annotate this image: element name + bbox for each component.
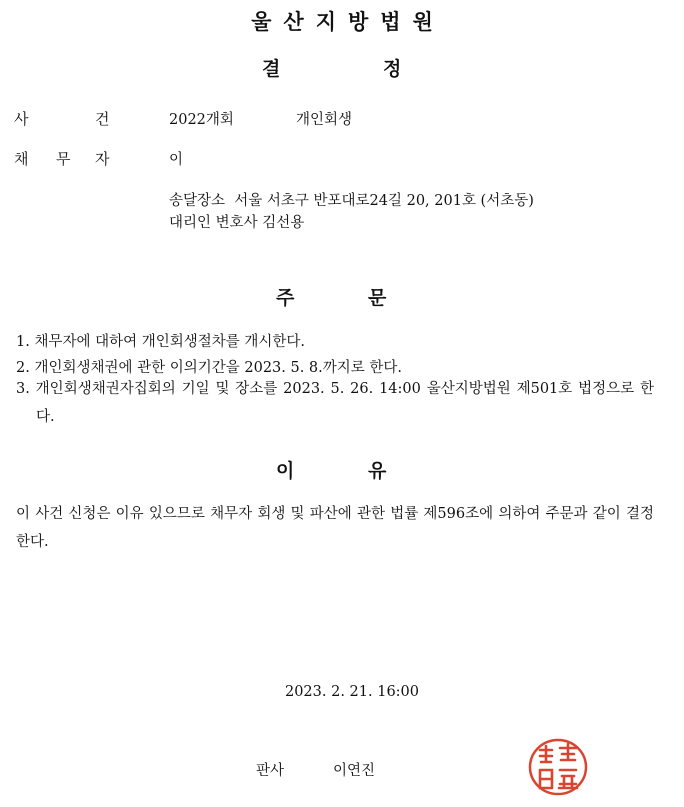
- debtor-label-char-1: 채: [14, 150, 29, 168]
- order-item-3: 3. 개인회생채권자집회의 기일 및 장소를 2023. 5. 26. 14:00 울산지방법원 제501호 법정으로 한다.: [16, 381, 654, 425]
- judge-seal-icon: [528, 738, 588, 796]
- debtor-label-char-2: 무: [56, 150, 71, 168]
- legal-agent: 대리인 변호사 김선용: [169, 215, 305, 231]
- judge-title: 판사: [256, 763, 285, 779]
- document-title-char-2: 정: [383, 58, 402, 80]
- reason-heading-char-2: 유: [368, 460, 387, 482]
- order-heading-char-1: 주: [276, 287, 295, 309]
- judge-name: 이연진: [333, 763, 376, 779]
- order-item-1: 1. 채무자에 대하여 개인회생절차를 개시한다.: [16, 334, 306, 350]
- order-heading-char-2: 문: [368, 287, 387, 309]
- case-type: 개인회생: [296, 112, 353, 128]
- reason-heading-char-1: 이: [276, 460, 295, 482]
- debtor-name: 이: [169, 152, 184, 168]
- order-item-2: 2. 개인회생채권에 관한 이의기간을 2023. 5. 8.까지로 한다.: [16, 360, 403, 376]
- case-label-char-1: 사: [14, 110, 29, 128]
- case-number: 2022개회: [169, 112, 234, 128]
- service-address: 송달장소 서울 서초구 반포대로24길 20, 201호 (서초동): [169, 193, 534, 209]
- debtor-label-char-3: 자: [95, 150, 110, 168]
- court-name: 울산지방법원: [251, 10, 445, 34]
- order-heading: [0, 283, 684, 313]
- reason-heading: [0, 456, 684, 486]
- document-title-char-1: 결: [262, 58, 281, 80]
- document-title: [0, 54, 684, 84]
- decision-date: 2023. 2. 21. 16:00: [284, 684, 420, 700]
- debtor-label: [0, 148, 684, 172]
- reason-text: 이 사건 신청은 이유 있으므로 채무자 회생 및 파산에 관한 법률 제596조에 의하여 주문과 같이 결정한다.: [16, 506, 654, 550]
- case-label-char-2: 건: [95, 110, 110, 128]
